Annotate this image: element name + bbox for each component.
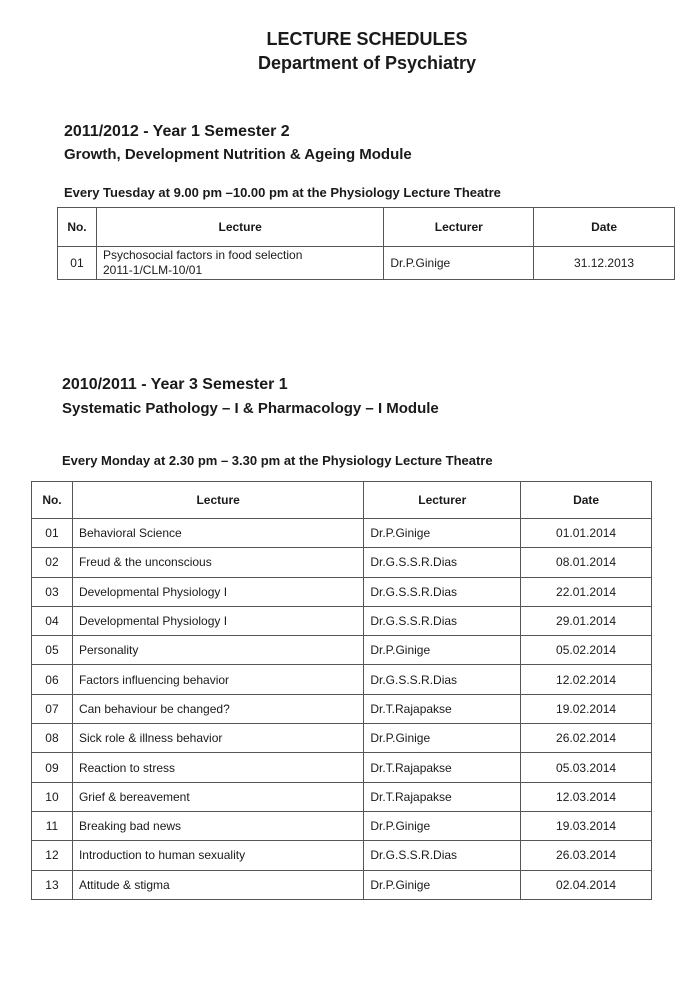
table-row	[32, 519, 652, 548]
lecture-number: 06	[32, 665, 73, 694]
lecture-number: 03	[32, 577, 73, 606]
column-header-date: Date	[521, 482, 652, 519]
lecture-date: 05.03.2014	[521, 753, 652, 782]
lecture-date: 05.02.2014	[521, 636, 652, 665]
lecturer-name: Dr.P.Ginige	[364, 811, 521, 840]
lecture-date: 22.01.2014	[521, 577, 652, 606]
column-header-date: Date	[534, 208, 675, 247]
lecture-number: 12	[32, 841, 73, 870]
lecture-date: 08.01.2014	[521, 548, 652, 577]
column-header-lecturer: Lecturer	[364, 482, 521, 519]
lecture-date: 19.02.2014	[521, 694, 652, 723]
lecture-title: Developmental Physiology I	[72, 606, 363, 635]
lecture-number: 01	[58, 247, 97, 280]
lecture-title: Sick role & illness behavior	[72, 724, 363, 753]
lecture-date: 01.01.2014	[521, 519, 652, 548]
lecturer-name: Dr.P.Ginige	[364, 870, 521, 899]
lecture-number: 09	[32, 753, 73, 782]
lecturer-name: Dr.G.S.S.R.Dias	[364, 548, 521, 577]
section2-table-body	[32, 519, 652, 900]
table-header-row	[58, 208, 675, 247]
table-row	[32, 870, 652, 899]
column-header-lecture: Lecture	[96, 208, 383, 247]
lecture-date: 12.02.2014	[521, 665, 652, 694]
table-row	[58, 247, 675, 280]
table-header-row	[32, 482, 652, 519]
lecturer-name: Dr.G.S.S.R.Dias	[364, 577, 521, 606]
lecture-title: Breaking bad news	[72, 811, 363, 840]
lecture-number: 05	[32, 636, 73, 665]
table-row	[32, 577, 652, 606]
lecture-number: 11	[32, 811, 73, 840]
lecture-title: Personality	[72, 636, 363, 665]
lecture-title: Attitude & stigma	[72, 870, 363, 899]
lecture-date: 26.03.2014	[521, 841, 652, 870]
lecture-date: 12.03.2014	[521, 782, 652, 811]
section1-year: 2011/2012 - Year 1 Semester 2	[64, 123, 290, 140]
table-row	[32, 548, 652, 577]
lecturer-name: Dr.P.Ginige	[364, 636, 521, 665]
section2-table	[31, 481, 652, 900]
column-header-lecturer: Lecturer	[384, 208, 534, 247]
table-row	[32, 782, 652, 811]
lecture-date: 02.04.2014	[521, 870, 652, 899]
lecture-title: Behavioral Science	[72, 519, 363, 548]
lecture-number: 01	[32, 519, 73, 548]
table-row	[32, 606, 652, 635]
lecture-number: 02	[32, 548, 73, 577]
column-header-lecture: Lecture	[72, 482, 363, 519]
table-row	[32, 811, 652, 840]
section2-year: 2010/2011 - Year 3 Semester 1	[62, 376, 288, 393]
lecturer-name: Dr.G.S.S.R.Dias	[364, 606, 521, 635]
lecturer-name: Dr.P.Ginige	[364, 724, 521, 753]
lecture-number: 08	[32, 724, 73, 753]
lecture-title: Introduction to human sexuality	[72, 841, 363, 870]
lecturer-name: Dr.P.Ginige	[364, 519, 521, 548]
table-row	[32, 694, 652, 723]
lecture-title: Freud & the unconscious	[72, 548, 363, 577]
department-name: Department of Psychiatry	[257, 53, 477, 73]
lecture-date: 19.03.2014	[521, 811, 652, 840]
lecturer-name: Dr.G.S.S.R.Dias	[364, 841, 521, 870]
lecture-number: 07	[32, 694, 73, 723]
table-row	[32, 841, 652, 870]
lecture-code: 2011-1/CLM-10/01	[102, 263, 203, 277]
lecturer-name: Dr.P.Ginige	[384, 247, 534, 280]
section1-module: Growth, Development Nutrition & Ageing Module	[64, 146, 412, 163]
lecturer-name: Dr.T.Rajapakse	[364, 694, 521, 723]
table-row	[32, 665, 652, 694]
lecturer-name: Dr.G.S.S.R.Dias	[364, 665, 521, 694]
lecture-number: 10	[32, 782, 73, 811]
table-row	[32, 724, 652, 753]
lecture-title: Developmental Physiology I	[72, 577, 363, 606]
lecture-date: 31.12.2013	[534, 247, 675, 280]
section2-module: Systematic Pathology – I & Pharmacology – I Module	[62, 400, 439, 417]
lecture-title: Grief & bereavement	[72, 782, 363, 811]
lecture-title: Can behaviour be changed?	[72, 694, 363, 723]
lecture-number: 04	[32, 606, 73, 635]
page-title: LECTURE SCHEDULES	[266, 29, 468, 49]
table-row	[32, 636, 652, 665]
section1-table	[57, 207, 675, 280]
section1-timing: Every Tuesday at 9.00 pm –10.00 pm at the Physiology Lecture Theatre	[64, 185, 501, 200]
lecture-date: 29.01.2014	[521, 606, 652, 635]
lecturer-name: Dr.T.Rajapakse	[364, 782, 521, 811]
lecture-title-cell	[96, 247, 383, 280]
column-header-no: No.	[32, 482, 73, 519]
table-row	[32, 753, 652, 782]
lecture-title: Reaction to stress	[72, 753, 363, 782]
lecture-title: Factors influencing behavior	[72, 665, 363, 694]
lecture-date: 26.02.2014	[521, 724, 652, 753]
lecture-title: Psychosocial factors in food selection	[102, 248, 303, 262]
column-header-no: No.	[58, 208, 97, 247]
section2-timing: Every Monday at 2.30 pm – 3.30 pm at the Physiology Lecture Theatre	[62, 453, 493, 468]
lecture-number: 13	[32, 870, 73, 899]
lecturer-name: Dr.T.Rajapakse	[364, 753, 521, 782]
